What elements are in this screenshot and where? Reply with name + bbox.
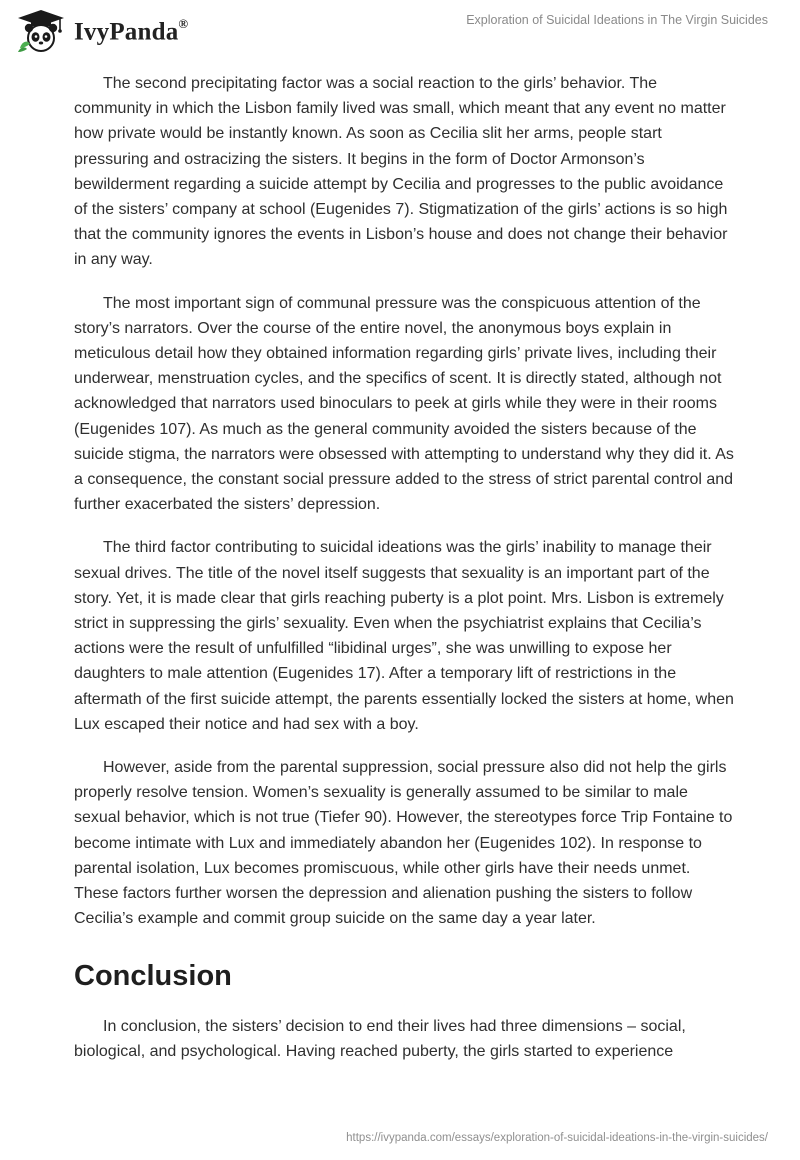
section-heading: Conclusion xyxy=(74,959,232,992)
panda-graduate-icon xyxy=(14,8,68,54)
body-paragraph: The third factor contributing to suicidal ideations was the girls’ inability to manage their sexual drives. The title of the novel itself suggests that sexuality is an important part of the story. Yet, it is made clear that girls reaching puberty is a plot point. Mrs. Lisbon is extremely strict in suppressing the girls’ sexuality. Even when the psychiatrist explains that Cecilia’s actions were the result of unfulfilled “libidinal urges”, she was unwilling to expose her daughters to male attention (Eugenides 17). After a temporary lift of restrictions in the aftermath of the first suicide attempt, the parents essentially locked the sisters at home, when Lux escaped their notice and had sex with a boy. xyxy=(74,539,734,733)
brand-name xyxy=(74,15,189,46)
body-paragraph: The most important sign of communal pressure was the conspicuous attention of the story’s narrators. Over the course of the entire novel, the anonymous boys explain in meticulous detail how they obtained information regarding girls’ private lives, including their underwear, menstruation cycles, and the specifics of scent. It is directly stated, although not acknowledged that narrators used binoculars to peek at girls while they were in their rooms (Eugenides 107). As much as the general community avoided the sisters because of the suicide stigma, the narrators were obsessed with attempting to understand why they did it. As a consequence, the constant social pressure added to the stress of strict parental control and further exacerbated the sisters’ depression. xyxy=(74,294,734,514)
essay-body xyxy=(74,71,734,1082)
ivypanda-logo[interactable] xyxy=(14,8,188,54)
source-url[interactable]: https://ivypanda.com/essays/exploration-of-suicidal-ideations-in-the-virgin-suicides/ xyxy=(346,1132,768,1144)
conclusion-paragraph: In conclusion, the sisters’ decision to end their lives had three dimensions – social, biological, and psychological. Having reached puberty, the girls started to experience xyxy=(74,1017,686,1060)
body-paragraph: However, aside from the parental suppression, social pressure also did not help the girls properly resolve tension. Women’s sexuality is generally assumed to be similar to male sexual behavior, which is not true (Tiefer 90). However, the stereotypes force Trip Fontaine to become intimate with Lux and immediately abandon her (Eugenides 102). In response to parental isolation, Lux becomes promiscuous, while other girls have their needs unmet. These factors further worsen the depression and alienation pushing the sisters to follow Cecilia’s example and commit group suicide on the same day a year later. xyxy=(74,759,733,928)
page-header xyxy=(0,0,800,62)
brand-text: IvyPanda xyxy=(74,18,179,46)
document-title: Exploration of Suicidal Ideations in The Virgin Suicides xyxy=(466,13,768,27)
registered-mark: ® xyxy=(178,15,189,31)
body-paragraph: The second precipitating factor was a social reaction to the girls’ behavior. The community in which the Lisbon family lived was small, which meant that any event no matter how private would be instantly known. As soon as Cecilia slit her arms, people start pressuring and ostracizing the sisters. It begins in the form of Doctor Armonson’s bewilderment regarding a suicide attempt by Cecilia and progresses to the public avoidance of the sisters’ company at school (Eugenides 7). Stigmatization of the girls’ actions is so high that the community ignores the events in Lisbon’s house and does not change their behavior in any way. xyxy=(74,75,728,269)
